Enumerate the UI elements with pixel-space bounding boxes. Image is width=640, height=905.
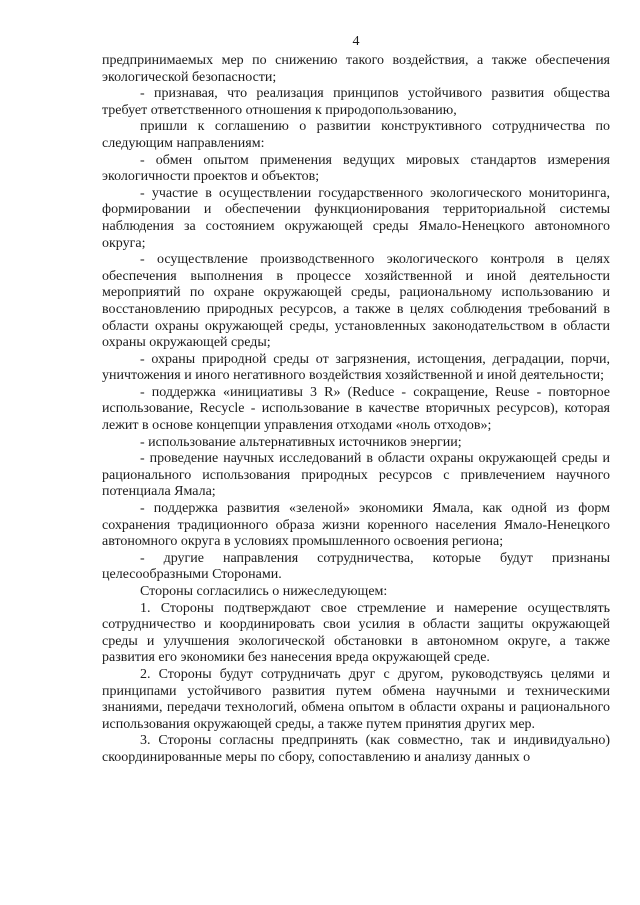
clause-2: 2. Стороны будут сотрудничать друг с другом, руководствуясь целями и принципами устойчивого развития путем обмена научными и техническими знаниями, передачи технологий, обмена опытом в области охраны и рационального использования окружающей среды, а также путем принятия других мер. bbox=[102, 666, 610, 732]
list-item: - участие в осуществлении государственного экологического мониторинга, формировании и обеспечении функционирования территориальной системы наблюдения за состоянием окружающей среды Ямало-Ненецкого автономного округа; bbox=[102, 185, 610, 251]
clause-1: 1. Стороны подтверждают свое стремление и намерение осуществлять сотрудничество и координировать свои усилия в области защиты окружающей среды и улучшения экологической обстановки в автономном округе, а также развития его экономики без нанесения вреда окружающей среде. bbox=[102, 600, 610, 666]
list-item: - поддержка развития «зеленой» экономики Ямала, как одной из форм сохранения традиционного образа жизни коренного населения Ямало-Ненецкого автономного округа в условиях промышленного освоения региона; bbox=[102, 501, 610, 550]
paragraph: пришли к соглашению о развитии конструктивного сотрудничества по следующим направлениям: bbox=[102, 119, 610, 151]
list-item: - осуществление производственного экологического контроля в целях обеспечения выполнения в процессе хозяйственной и иной деятельности мероприятий по охране окружающей среды, рациональному использованию и восстановлению природных ресурсов, а также в целях соблюдения требований в области охраны окружающей среды, установленных законодательством в области охраны окружающей среды; bbox=[102, 252, 610, 351]
list-item: - поддержка «инициативы 3 R» (Reduce - сокращение, Reuse - повторное использование, Recycle - использование в качестве вторичных ресурсов), которая лежит в основе концепции управления отходами «ноль отходов»; bbox=[102, 384, 610, 434]
paragraph: Стороны согласились о нижеследующем: bbox=[140, 584, 388, 599]
paragraph: - признавая, что реализация принципов устойчивого развития общества требует ответственного отношения к природопользованию, bbox=[102, 86, 610, 118]
list-item: - другие направления сотрудничества, которые будут признаны целесообразными Сторонами. bbox=[102, 550, 610, 583]
list-item: - обмен опытом применения ведущих мировых стандартов измерения экологичности проектов и объектов; bbox=[102, 152, 610, 185]
clause-3: 3. Стороны согласны предпринять (как совместно, так и индивидуально) скоординированные меры по сбору, сопоставлению и анализу данных о bbox=[102, 733, 610, 765]
paragraph: предпринимаемых мер по снижению такого воздействия, а также обеспечения экологической безопасности; bbox=[102, 53, 610, 85]
list-item: - проведение научных исследований в области охраны окружающей среды и рационального использования природных ресурсов с привлечением научного потенциала Ямала; bbox=[102, 451, 610, 500]
page-number: 4 bbox=[352, 34, 360, 49]
list-item: - использование альтернативных источников энергии; bbox=[140, 434, 462, 450]
list-item: - охраны природной среды от загрязнения, истощения, деградации, порчи, уничтожения и иного негативного воздействия хозяйственной и иной деятельности; bbox=[102, 351, 610, 384]
